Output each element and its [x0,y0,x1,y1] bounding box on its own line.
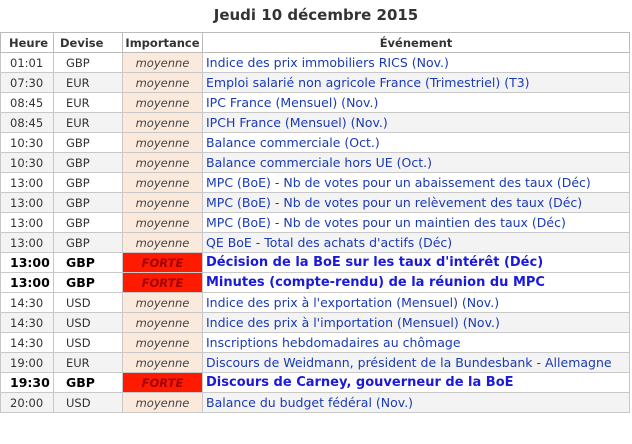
row-time: 13:00 [1,233,54,253]
table-row[interactable] [1,233,630,253]
row-time: 13:00 [1,173,54,193]
row-importance-badge: moyenne [123,53,203,73]
row-time: 07:30 [1,73,54,93]
table-row[interactable] [1,53,630,73]
row-time: 19:30 [1,373,54,393]
row-importance-badge: moyenne [123,213,203,233]
column-header-time[interactable]: Heure [1,33,54,53]
row-currency: EUR [54,353,123,373]
table-row[interactable] [1,293,630,313]
row-event-link[interactable]: Balance du budget fédéral (Nov.) [203,393,630,413]
row-currency: GBP [54,273,123,293]
row-currency: USD [54,333,123,353]
row-event-link[interactable]: Indice des prix à l'importation (Mensuel) (Nov.) [203,313,630,333]
row-currency: GBP [54,213,123,233]
row-currency: GBP [54,193,123,213]
row-currency: GBP [54,233,123,253]
row-time: 14:30 [1,293,54,313]
row-event-link[interactable]: MPC (BoE) - Nb de votes pour un relèvement des taux (Déc) [203,193,630,213]
row-time: 13:00 [1,273,54,293]
table-row[interactable] [1,113,630,133]
column-header-currency[interactable]: Devise [54,33,123,53]
table-row[interactable] [1,313,630,333]
row-importance-badge: moyenne [123,113,203,133]
table-row[interactable] [1,73,630,93]
row-time: 10:30 [1,153,54,173]
row-importance-badge: moyenne [123,153,203,173]
row-importance-badge: moyenne [123,73,203,93]
row-importance-badge: moyenne [123,133,203,153]
table-row[interactable] [1,393,630,413]
row-event-link[interactable]: Minutes (compte-rendu) de la réunion du MPC [203,273,630,293]
row-importance-badge: FORTE [123,253,203,273]
row-currency: USD [54,393,123,413]
row-currency: GBP [54,133,123,153]
row-importance-badge: moyenne [123,193,203,213]
row-event-link[interactable]: QE BoE - Total des achats d'actifs (Déc) [203,233,630,253]
row-importance-badge: moyenne [123,333,203,353]
row-event-link[interactable]: Inscriptions hebdomadaires au chômage [203,333,630,353]
row-currency: EUR [54,73,123,93]
row-currency: USD [54,313,123,333]
row-time: 14:30 [1,333,54,353]
row-event-link[interactable]: Indice des prix à l'exportation (Mensuel) (Nov.) [203,293,630,313]
row-currency: USD [54,293,123,313]
economic-calendar-table [0,32,630,413]
row-currency: GBP [54,253,123,273]
row-importance-badge: moyenne [123,173,203,193]
row-event-link[interactable]: MPC (BoE) - Nb de votes pour un abaissement des taux (Déc) [203,173,630,193]
row-event-link[interactable]: Emploi salarié non agricole France (Trimestriel) (T3) [203,73,630,93]
row-time: 19:00 [1,353,54,373]
column-header-importance[interactable]: Importance [123,33,203,53]
row-currency: GBP [54,153,123,173]
row-currency: EUR [54,93,123,113]
table-row[interactable] [1,333,630,353]
row-importance-badge: moyenne [123,293,203,313]
row-importance-badge: moyenne [123,93,203,113]
row-importance-badge: FORTE [123,273,203,293]
page-title: Jeudi 10 décembre 2015 [213,6,419,24]
row-event-link[interactable]: Discours de Weidmann, président de la Bundesbank - Allemagne [203,353,630,373]
row-importance-badge: moyenne [123,393,203,413]
row-currency: GBP [54,373,123,393]
row-importance-badge: moyenne [123,313,203,333]
row-event-link[interactable]: MPC (BoE) - Nb de votes pour un maintien des taux (Déc) [203,213,630,233]
row-time: 13:00 [1,213,54,233]
table-row[interactable] [1,133,630,153]
row-currency: GBP [54,173,123,193]
table-row[interactable] [1,93,630,113]
table-row[interactable] [1,253,630,273]
row-time: 20:00 [1,393,54,413]
row-event-link[interactable]: Balance commerciale (Oct.) [203,133,630,153]
row-event-link[interactable]: IPCH France (Mensuel) (Nov.) [203,113,630,133]
row-currency: GBP [54,53,123,73]
table-row[interactable] [1,213,630,233]
table-row[interactable] [1,193,630,213]
row-time: 13:00 [1,193,54,213]
row-currency: EUR [54,113,123,133]
row-event-link[interactable]: Décision de la BoE sur les taux d'intérêt (Déc) [203,253,630,273]
row-time: 01:01 [1,53,54,73]
row-time: 10:30 [1,133,54,153]
row-time: 13:00 [1,253,54,273]
table-row[interactable] [1,153,630,173]
table-header-row [1,33,630,53]
row-time: 14:30 [1,313,54,333]
row-time: 08:45 [1,113,54,133]
row-event-link[interactable]: Indice des prix immobiliers RICS (Nov.) [203,53,630,73]
row-event-link[interactable]: IPC France (Mensuel) (Nov.) [203,93,630,113]
row-event-link[interactable]: Discours de Carney, gouverneur de la BoE [203,373,630,393]
row-importance-badge: moyenne [123,353,203,373]
row-time: 08:45 [1,93,54,113]
table-row[interactable] [1,373,630,393]
table-row[interactable] [1,353,630,373]
row-importance-badge: FORTE [123,373,203,393]
table-row[interactable] [1,173,630,193]
row-event-link[interactable]: Balance commerciale hors UE (Oct.) [203,153,630,173]
column-header-event[interactable]: Événement [203,33,630,53]
table-row[interactable] [1,273,630,293]
row-importance-badge: moyenne [123,233,203,253]
